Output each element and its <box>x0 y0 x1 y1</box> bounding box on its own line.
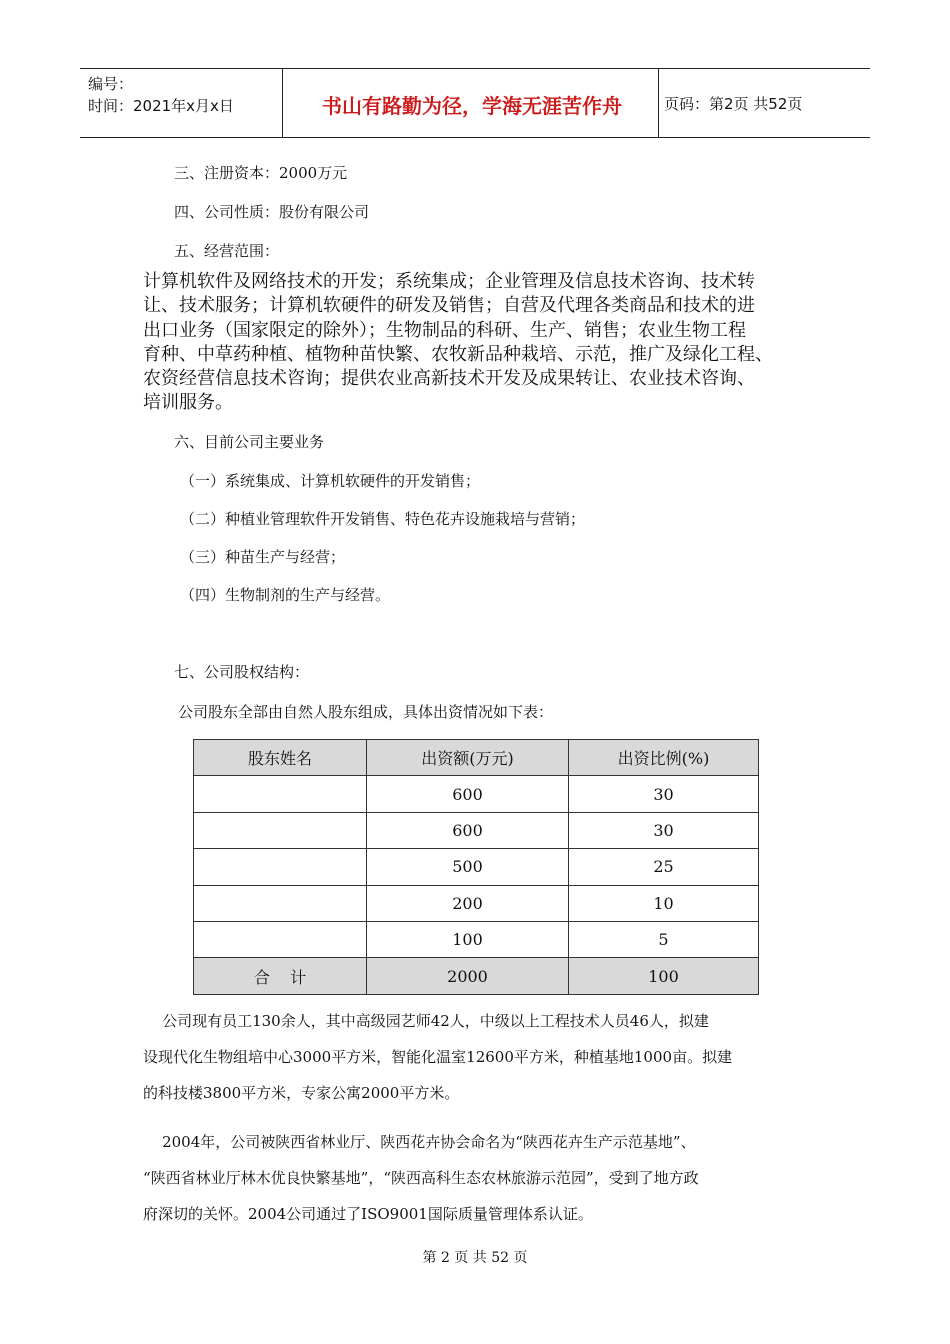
shareholder-name-cell <box>194 776 367 812</box>
scope-line: 培训服务。 <box>143 392 233 414</box>
paragraph-line: 的科技楼3800平方米，专家公寓2000平方米。 <box>143 1084 460 1102</box>
total-amount-cell: 2000 <box>367 958 569 994</box>
scope-line: 让、技术服务；计算机软硬件的研发及销售；自营及代理各类商品和技术的进 <box>143 295 755 317</box>
scope-line: 育种、中草药种植、植物种苗快繁、农牧新品种栽培、示范，推广及绿化工程、 <box>143 343 773 365</box>
ratio-cell: 30 <box>569 776 759 812</box>
shareholder-table <box>193 739 759 995</box>
business-scope-title: 五、经营范围： <box>174 242 280 260</box>
table-total-row <box>194 958 759 994</box>
ratio-cell: 30 <box>569 812 759 848</box>
amount-cell: 100 <box>367 921 569 957</box>
column-header: 出资比例(%) <box>569 740 759 776</box>
header-divider <box>282 69 283 137</box>
ratio-cell: 10 <box>569 885 759 921</box>
header-meta <box>88 73 283 117</box>
business-scope-text <box>143 270 823 416</box>
company-nature: 四、公司性质：股份有限公司 <box>174 203 370 221</box>
business-item: （二）种植业管理软件开发销售、特色花卉设施栽培与营销； <box>180 510 586 528</box>
table-row <box>194 921 759 957</box>
total-label-cell: 合 计 <box>194 958 367 994</box>
equity-intro: 公司股东全部由自然人股东组成，具体出资情况如下表： <box>178 703 554 721</box>
table-row <box>194 812 759 848</box>
paragraph-line: 公司现有员工130余人，其中高级园艺师42人，中级以上工程技术人员46人，拟建 <box>143 1012 709 1030</box>
document-date-label: 时间：2021年x月x日 <box>88 97 234 115</box>
equity-structure-title: 七、公司股权结构： <box>174 663 310 681</box>
table-header-row <box>194 740 759 776</box>
amount-cell: 200 <box>367 885 569 921</box>
registered-capital: 三、注册资本：2000万元 <box>174 164 348 182</box>
header-divider <box>658 69 659 137</box>
amount-cell: 500 <box>367 849 569 885</box>
main-business-title: 六、目前公司主要业务 <box>174 433 325 451</box>
table-row <box>194 885 759 921</box>
column-header: 股东姓名 <box>194 740 367 776</box>
paragraph-line: “陕西省林业厅林木优良快繁基地”，“陕西高科生态农林旅游示范园”，受到了地方政 <box>143 1169 699 1187</box>
total-ratio-cell: 100 <box>569 958 759 994</box>
table-row <box>194 776 759 812</box>
header-motto: 书山有路勤为径，学海无涯苦作舟 <box>322 94 622 118</box>
shareholder-name-cell <box>194 921 367 957</box>
shareholder-name-cell <box>194 885 367 921</box>
document-number-label: 编号： <box>88 75 134 93</box>
business-item: （四）生物制剂的生产与经营。 <box>180 586 391 604</box>
staff-paragraph <box>143 1003 823 1111</box>
amount-cell: 600 <box>367 812 569 848</box>
page-header <box>80 68 870 138</box>
scope-line: 农资经营信息技术咨询；提供农业高新技术开发及成果转让、农业技术咨询、 <box>143 368 755 390</box>
ratio-cell: 25 <box>569 849 759 885</box>
paragraph-line: 2004年，公司被陕西省林业厅、陕西花卉协会命名为“陕西花卉生产示范基地”、 <box>143 1133 696 1151</box>
paragraph-line: 府深切的关怀。2004公司通过了ISO9001国际质量管理体系认证。 <box>143 1205 593 1223</box>
amount-cell: 600 <box>367 776 569 812</box>
honor-paragraph <box>143 1124 823 1232</box>
business-item: （一）系统集成、计算机软硬件的开发销售； <box>180 472 481 490</box>
scope-line: 计算机软件及网络技术的开发；系统集成；企业管理及信息技术咨询、技术转 <box>143 271 755 292</box>
header-page-number: 页码：第2页 共52页 <box>664 95 803 113</box>
shareholder-name-cell <box>194 849 367 885</box>
shareholder-name-cell <box>194 812 367 848</box>
scope-line: 出口业务（国家限定的除外）；生物制品的科研、生产、销售；农业生物工程 <box>143 319 746 341</box>
ratio-cell: 5 <box>569 921 759 957</box>
page-footer: 第 2 页 共 52 页 <box>422 1250 528 1266</box>
business-item: （三）种苗生产与经营； <box>180 548 346 566</box>
paragraph-line: 设现代化生物组培中心3000平方米，智能化温室12600平方米，种植基地1000亩。拟建 <box>143 1048 733 1066</box>
column-header: 出资额(万元) <box>367 740 569 776</box>
table-row <box>194 849 759 885</box>
